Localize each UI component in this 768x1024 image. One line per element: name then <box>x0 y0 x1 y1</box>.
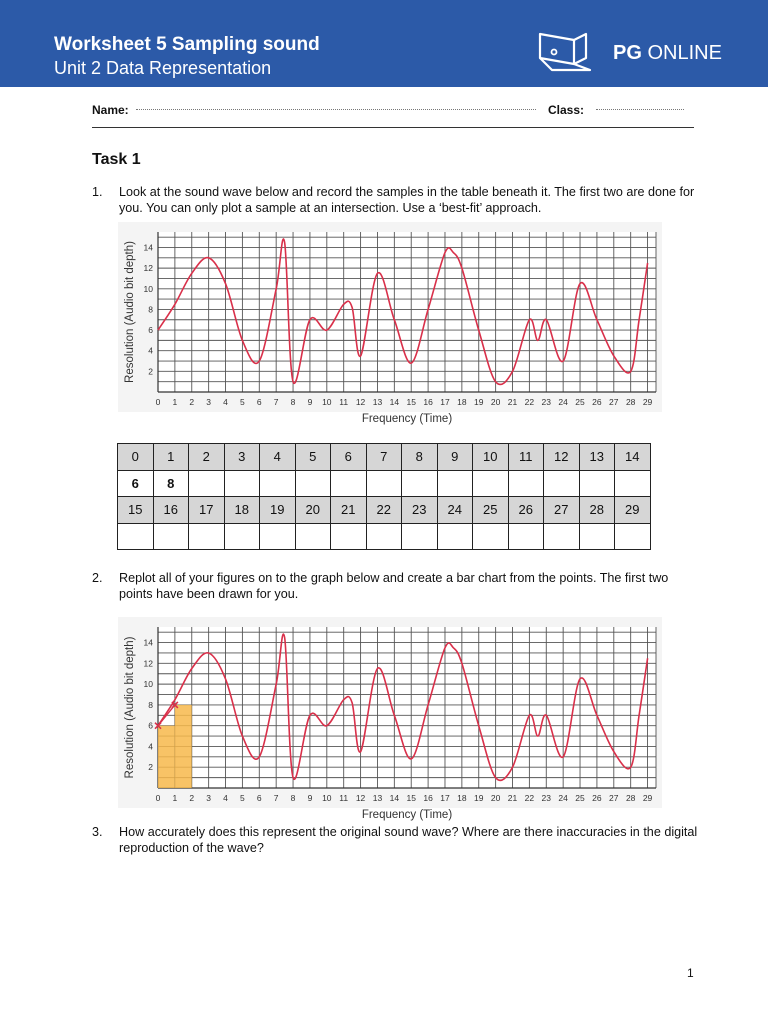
logo-text-bold: PG <box>613 42 642 64</box>
table-value-cell[interactable] <box>366 470 402 497</box>
x-tick-label: 25 <box>575 397 585 407</box>
logo-text <box>613 42 722 65</box>
table-header-cell: 21 <box>331 497 367 524</box>
x-tick-label: 18 <box>457 793 467 803</box>
table-header-cell: 20 <box>295 497 331 524</box>
x-tick-label: 3 <box>206 793 212 803</box>
x-tick-label: 1 <box>172 397 178 407</box>
table-header-cell: 28 <box>579 497 615 524</box>
x-tick-label: 21 <box>507 397 518 407</box>
table-value-cell[interactable] <box>224 523 260 550</box>
table-header-cell: 26 <box>508 497 544 524</box>
x-tick-label: 19 <box>474 793 484 803</box>
x-tick-label: 9 <box>307 793 313 803</box>
table-value-cell[interactable] <box>295 523 331 550</box>
table-header-cell: 29 <box>615 497 651 524</box>
x-tick-label: 10 <box>322 793 332 803</box>
table-header-cell: 16 <box>153 497 189 524</box>
x-tick-label: 26 <box>592 397 602 407</box>
x-axis-label: Frequency (Time) <box>361 809 453 821</box>
class-field[interactable] <box>596 109 684 110</box>
table-value-cell[interactable] <box>260 470 296 497</box>
task-heading: Task 1 <box>92 151 141 168</box>
table-value-cell[interactable] <box>295 470 331 497</box>
table-value-cell[interactable] <box>508 523 544 550</box>
y-axis-label: Resolution (Audio bit depth) <box>124 636 136 779</box>
table-header-cell: 25 <box>473 497 509 524</box>
x-tick-label: 28 <box>625 397 636 407</box>
table-header-cell: 12 <box>544 444 580 471</box>
y-tick-label: 8 <box>148 699 153 710</box>
x-tick-label: 20 <box>490 793 501 803</box>
x-tick-label: 3 <box>206 397 212 407</box>
table-value-cell[interactable] <box>437 523 473 550</box>
x-tick-label: 27 <box>609 397 619 407</box>
table-value-cell[interactable] <box>579 470 615 497</box>
pg-online-logo <box>534 30 734 74</box>
y-tick-label: 8 <box>148 304 153 315</box>
plot-area <box>158 232 656 392</box>
x-tick-label: 14 <box>389 397 400 407</box>
y-tick-label: 2 <box>148 366 153 377</box>
y-tick-label: 14 <box>143 637 153 648</box>
laptop-icon <box>534 30 606 74</box>
table-value-cell[interactable] <box>473 523 509 550</box>
x-tick-label: 25 <box>575 793 585 803</box>
table-value-cell[interactable] <box>402 523 438 550</box>
sound-wave-chart <box>118 222 662 428</box>
table-value-cell[interactable] <box>331 523 367 550</box>
x-tick-label: 29 <box>642 793 653 803</box>
x-tick-label: 12 <box>355 793 366 803</box>
table-header-cell: 18 <box>224 497 260 524</box>
table-value-cell[interactable] <box>473 470 509 497</box>
x-tick-label: 13 <box>372 793 383 803</box>
x-tick-label: 11 <box>339 397 349 407</box>
x-tick-label: 12 <box>355 397 366 407</box>
x-tick-label: 0 <box>155 793 161 803</box>
table-value-row <box>118 470 651 497</box>
x-tick-label: 4 <box>223 397 228 407</box>
question-number: 1. <box>92 185 103 199</box>
table-header-cell: 9 <box>437 444 473 471</box>
table-value-cell[interactable] <box>224 470 260 497</box>
table-value-cell[interactable] <box>118 523 154 550</box>
table-value-cell[interactable] <box>260 523 296 550</box>
x-tick-label: 24 <box>558 397 568 407</box>
question-text: Look at the sound wave below and record the samples in the table beneath it. The first two are done for you. You can only plot a sample at an intersection. Use a ‘best-fit’ approach. <box>119 185 695 215</box>
x-tick-label: 1 <box>172 793 178 803</box>
table-header-cell: 4 <box>260 444 296 471</box>
table-header-cell: 27 <box>544 497 580 524</box>
logo-text-light: ONLINE <box>641 42 722 64</box>
question-number: 3. <box>92 825 103 839</box>
x-tick-label: 21 <box>507 793 518 803</box>
y-tick-label: 10 <box>143 283 153 294</box>
table-header-row <box>118 497 651 524</box>
table-value-cell[interactable] <box>366 523 402 550</box>
table-header-cell: 22 <box>366 497 402 524</box>
y-tick-label: 4 <box>148 741 153 752</box>
table-value-cell[interactable] <box>189 523 225 550</box>
y-tick-label: 12 <box>143 658 153 669</box>
question-text: How accurately does this represent the original sound wave? Where are there inaccuracies in the digital reproduction of the wave? <box>119 825 698 855</box>
x-tick-label: 28 <box>625 793 636 803</box>
table-header-cell: 0 <box>118 444 154 471</box>
x-tick-label: 15 <box>406 397 416 407</box>
x-tick-label: 19 <box>474 397 484 407</box>
table-header-cell: 23 <box>402 497 438 524</box>
y-tick-label: 6 <box>148 325 153 336</box>
x-tick-label: 6 <box>256 793 262 803</box>
header-banner <box>0 0 768 87</box>
y-tick-label: 10 <box>143 679 153 690</box>
table-header-cell: 11 <box>508 444 544 471</box>
x-tick-label: 2 <box>189 397 195 407</box>
name-field[interactable] <box>136 109 536 110</box>
y-tick-label: 12 <box>143 263 153 274</box>
table-value-cell[interactable]: 8 <box>153 470 189 497</box>
x-tick-label: 8 <box>290 397 296 407</box>
table-value-cell[interactable] <box>544 523 580 550</box>
table-value-cell[interactable] <box>189 470 225 497</box>
replot-bar-chart <box>118 617 662 824</box>
y-axis-label: Resolution (Audio bit depth) <box>124 241 136 383</box>
page-number: 1 <box>687 966 694 980</box>
y-tick-label: 14 <box>143 242 153 253</box>
table-value-cell[interactable] <box>437 470 473 497</box>
x-tick-label: 22 <box>524 397 535 407</box>
x-tick-label: 13 <box>372 397 383 407</box>
class-label: Class: <box>548 103 585 117</box>
table-value-cell[interactable]: 6 <box>118 470 154 497</box>
table-header-cell: 7 <box>366 444 402 471</box>
table-value-cell[interactable] <box>544 470 580 497</box>
x-tick-label: 16 <box>423 793 433 803</box>
table-value-cell[interactable] <box>331 470 367 497</box>
x-tick-label: 0 <box>155 397 161 407</box>
table-header-cell: 10 <box>473 444 509 471</box>
worksheet-subtitle: Unit 2 Data Representation <box>54 58 272 78</box>
x-tick-label: 18 <box>457 397 467 407</box>
table-header-cell: 8 <box>402 444 438 471</box>
table-header-cell: 3 <box>224 444 260 471</box>
name-label: Name: <box>92 103 129 117</box>
table-header-cell: 13 <box>579 444 615 471</box>
x-tick-label: 20 <box>490 397 501 407</box>
table-value-cell[interactable] <box>615 470 651 497</box>
samples-table <box>117 443 651 550</box>
x-tick-label: 7 <box>273 793 279 803</box>
y-tick-label: 2 <box>148 762 153 773</box>
table-header-cell: 24 <box>437 497 473 524</box>
table-value-cell[interactable] <box>579 523 615 550</box>
x-tick-label: 2 <box>189 793 195 803</box>
question-text: Replot all of your figures on to the graph below and create a bar chart from the points. The first two points have been drawn for you. <box>119 571 669 601</box>
table-header-cell: 2 <box>189 444 225 471</box>
table-header-cell: 5 <box>295 444 331 471</box>
x-tick-label: 10 <box>322 397 332 407</box>
table-value-cell[interactable] <box>153 523 189 550</box>
x-tick-label: 6 <box>256 397 262 407</box>
table-value-cell[interactable] <box>508 470 544 497</box>
x-tick-label: 5 <box>240 397 245 407</box>
x-tick-label: 24 <box>558 793 568 803</box>
x-tick-label: 5 <box>240 793 245 803</box>
x-axis-label: Frequency (Time) <box>361 413 453 425</box>
y-tick-label: 6 <box>148 720 153 731</box>
x-tick-label: 17 <box>440 793 450 803</box>
x-tick-label: 15 <box>406 793 416 803</box>
x-tick-label: 8 <box>290 793 296 803</box>
x-tick-label: 29 <box>642 397 653 407</box>
name-class-row <box>92 103 694 128</box>
table-value-row <box>118 523 651 550</box>
x-tick-label: 7 <box>273 397 279 407</box>
x-tick-label: 11 <box>339 793 349 803</box>
x-tick-label: 23 <box>541 397 552 407</box>
x-tick-label: 4 <box>223 793 228 803</box>
x-tick-label: 17 <box>440 397 450 407</box>
plot-area <box>158 627 656 788</box>
table-value-cell[interactable] <box>615 523 651 550</box>
table-header-cell: 14 <box>615 444 651 471</box>
table-value-cell[interactable] <box>402 470 438 497</box>
y-tick-label: 4 <box>148 345 153 356</box>
x-tick-label: 22 <box>524 793 535 803</box>
x-tick-label: 16 <box>423 397 433 407</box>
table-header-cell: 1 <box>153 444 189 471</box>
x-tick-label: 9 <box>307 397 313 407</box>
question-number: 2. <box>92 571 103 585</box>
table-header-cell: 17 <box>189 497 225 524</box>
worksheet-title: Worksheet 5 Sampling sound <box>54 34 320 55</box>
sample-bar <box>158 726 175 788</box>
x-tick-label: 27 <box>609 793 619 803</box>
sample-bar <box>175 705 192 788</box>
x-tick-label: 26 <box>592 793 602 803</box>
table-header-row <box>118 444 651 471</box>
table-header-cell: 15 <box>118 497 154 524</box>
x-tick-label: 23 <box>541 793 552 803</box>
x-tick-label: 14 <box>389 793 400 803</box>
table-header-cell: 6 <box>331 444 367 471</box>
table-header-cell: 19 <box>260 497 296 524</box>
